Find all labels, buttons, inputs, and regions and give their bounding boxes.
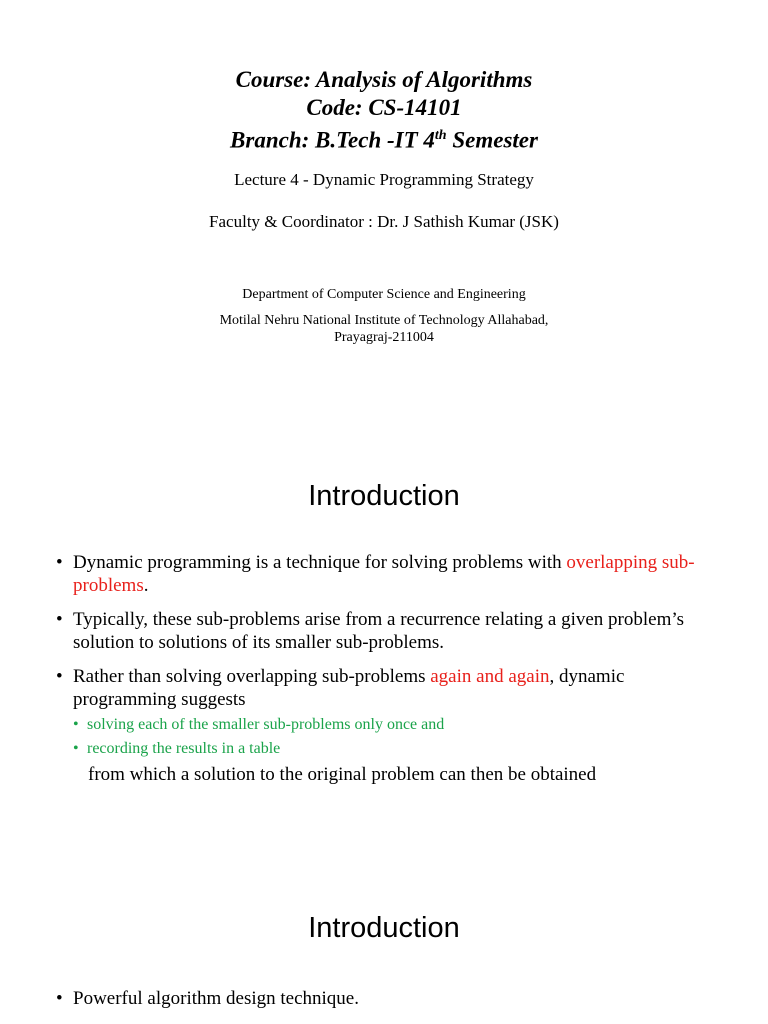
bullet-item [56,665,728,786]
slide-title [0,0,768,430]
slide-introduction [0,430,768,870]
institute-city: Prayagraj-211004 [334,330,434,345]
slide-heading: Introduction [308,912,460,944]
sub-bullet-list [73,715,728,759]
course-title: Course: Analysis of Algorithms [235,67,533,92]
branch-superscript: th [434,128,447,143]
bullet-list [56,551,728,797]
institute: Motilal Nehru National Institute of Technology Allahabad, [219,313,549,328]
bullet-item [56,608,728,654]
highlight-text: overlapping sub-problems [73,552,695,596]
course-branch [0,122,768,155]
department: Department of Computer Science and Engineering [242,287,526,302]
faculty-line: Faculty & Coordinator : Dr. J Sathish Kumar (JSK) [209,212,559,231]
sub-bullet-item: • solving each of the smaller sub-problems only once and [73,715,728,735]
bullet-text: Rather than solving overlapping sub-problems [73,666,431,687]
slide-heading: Introduction [308,480,460,512]
branch-text: Branch: B.Tech -IT 4 [230,127,435,153]
bullet-continuation: from which a solution to the original problem can then be obtained [88,764,597,785]
bullet-text-end: . [143,575,149,596]
branch-semester: Semester [446,127,538,153]
bullet-list [56,987,728,1021]
lecture-title: Lecture 4 - Dynamic Programming Strategy [234,170,534,189]
bullet-item [56,987,728,1010]
bullet-text: Typically, these sub-problems arise from a recurrence relating a given problem’s solution to solutions of its smaller sub-problems. [73,609,685,653]
bullet-item [56,551,728,597]
sub-bullet-item: • recording the results in a table [73,739,728,759]
bullet-text: Powerful algorithm design technique. [73,988,359,1009]
highlight-text: again and again [430,666,550,687]
course-code: Code: CS-14101 [306,95,462,120]
bullet-text: Dynamic programming is a technique for solving problems with [73,552,567,573]
bullet-text-end: , dynamic programming suggests [73,666,625,710]
slide-introduction-2 [0,870,768,1024]
